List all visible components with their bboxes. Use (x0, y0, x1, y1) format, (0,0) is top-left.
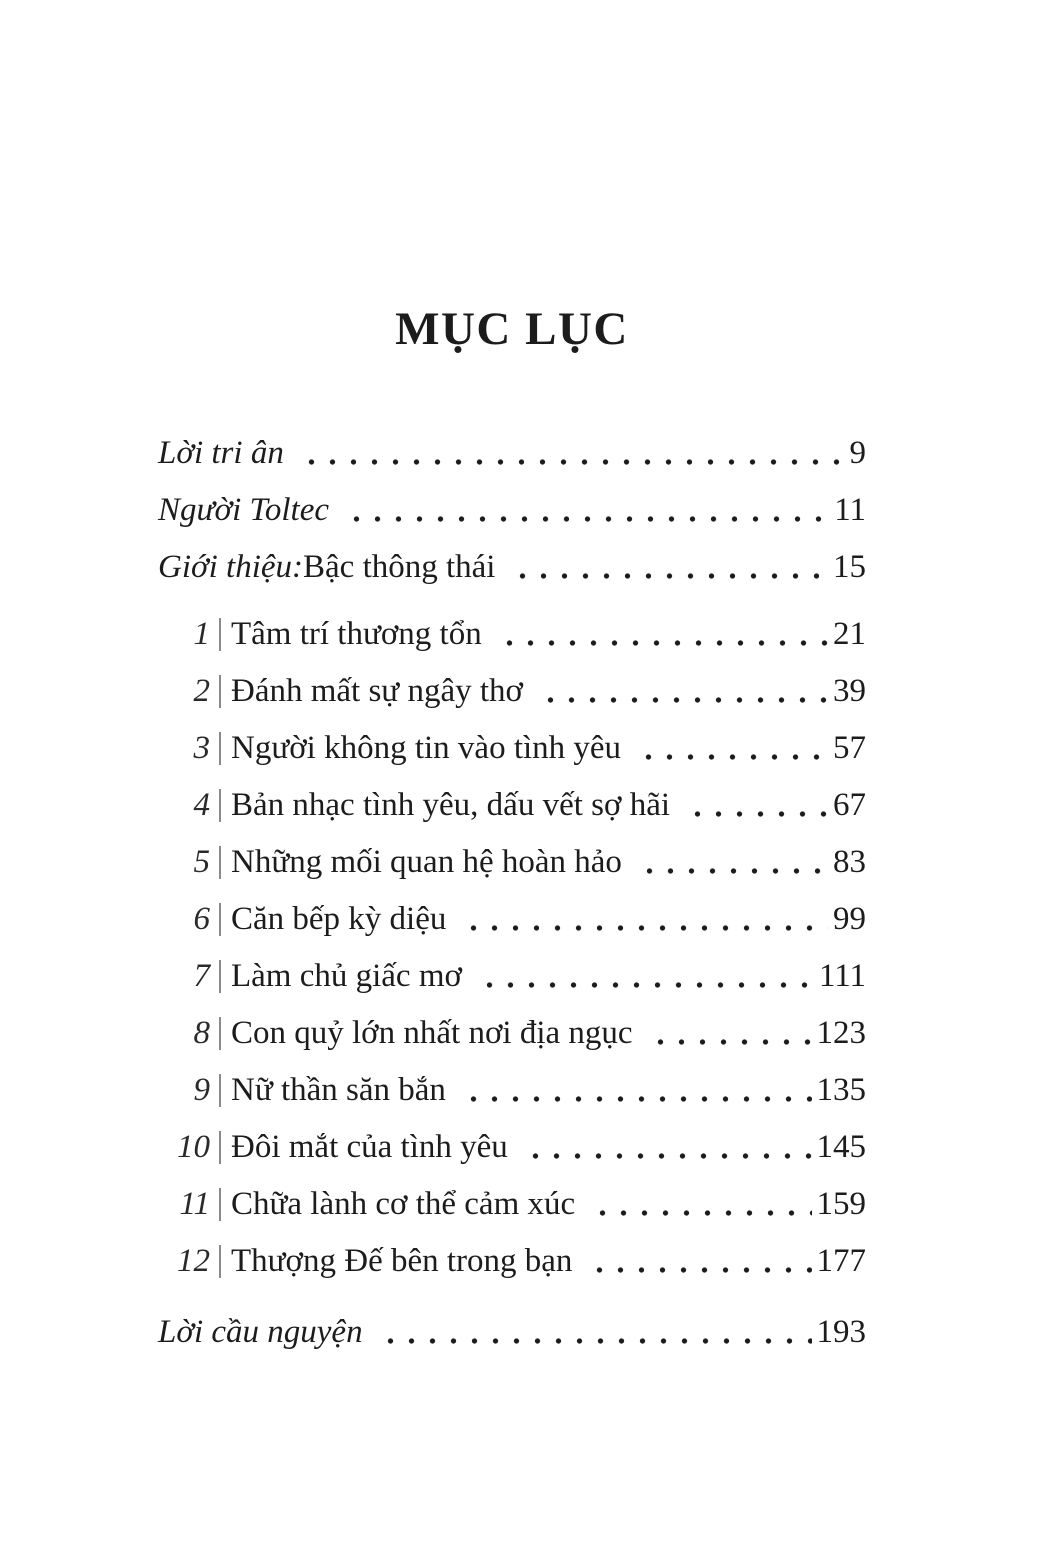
chapter-title: Chữa lành cơ thể cảm xúc (231, 1186, 576, 1222)
dot-leader (632, 720, 828, 777)
chapter-title: Nữ thần săn bắn (231, 1072, 446, 1108)
entry-label: Lời tri ân (158, 435, 284, 471)
divider-bar (219, 903, 221, 936)
chapter-title: Những mối quan hệ hoàn hảo (231, 844, 622, 880)
chapter-title: Làm chủ giấc mơ (231, 958, 462, 994)
divider-bar (219, 732, 221, 765)
page-number: 11 (834, 492, 866, 528)
dot-leader (644, 1005, 812, 1062)
page-number: 193 (816, 1314, 866, 1350)
toc-row (158, 1119, 866, 1176)
dot-leader (457, 891, 828, 948)
page-number: 15 (833, 549, 866, 585)
dot-leader (519, 1119, 812, 1176)
entry-label-suffix: Bậc thông thái (303, 549, 496, 585)
page-number: 111 (818, 958, 866, 994)
toc-row (158, 1062, 866, 1119)
chapter-title: Thượng Đế bên trong bạn (231, 1243, 573, 1279)
page-title: MỤC LỤC (395, 303, 629, 355)
divider-bar (219, 618, 221, 651)
page-number: 21 (833, 616, 866, 652)
chapter-title: Tâm trí thương tổn (231, 616, 482, 652)
chapter-title: Căn bếp kỳ diệu (231, 901, 447, 937)
toc-row (158, 1005, 866, 1062)
chapter-title: Người không tin vào tình yêu (231, 730, 622, 766)
chapter-number: 12 (177, 1243, 210, 1279)
page-number: 145 (816, 1129, 866, 1165)
toc-row (158, 539, 866, 596)
entry-label: Người Toltec (158, 492, 329, 528)
page-number: 9 (849, 435, 866, 471)
toc-row (158, 891, 866, 948)
entry-label: Giới thiệu: (158, 549, 304, 585)
divider-bar (219, 789, 221, 822)
chapter-title: Đôi mắt của tình yêu (231, 1129, 508, 1165)
divider-bar (219, 675, 221, 708)
dot-leader (457, 1062, 812, 1119)
table-of-contents (158, 425, 866, 1361)
toc-row (158, 720, 866, 777)
divider-bar (219, 1131, 221, 1164)
dot-leader (534, 663, 828, 720)
dot-leader (374, 1304, 812, 1361)
dot-leader (586, 1176, 811, 1233)
chapter-number: 10 (177, 1129, 210, 1165)
toc-row (158, 777, 866, 834)
chapter-title: Bản nhạc tình yêu, dấu vết sợ hãi (231, 787, 671, 823)
chapter-number: 3 (193, 730, 210, 766)
chapter-number: 6 (193, 901, 210, 937)
page-number: 159 (816, 1186, 866, 1222)
page-number: 39 (833, 673, 866, 709)
toc-row (158, 606, 866, 663)
chapter-number: 1 (193, 616, 210, 652)
toc-row (158, 1176, 866, 1233)
divider-bar (219, 846, 221, 879)
toc-row (158, 948, 866, 1005)
front-matter-list (158, 425, 866, 596)
chapter-title: Con quỷ lớn nhất nơi địa ngục (231, 1015, 633, 1051)
page-number: 83 (833, 844, 866, 880)
dot-leader (506, 539, 828, 596)
entry-label: Lời cầu nguyện (158, 1314, 363, 1350)
page-number: 67 (833, 787, 866, 823)
toc-row (158, 1304, 866, 1361)
chapter-list (158, 606, 866, 1290)
chapter-title: Đánh mất sự ngây thơ (231, 673, 523, 709)
divider-bar (219, 1017, 221, 1050)
dot-leader (633, 834, 828, 891)
toc-row (158, 425, 866, 482)
page-number: 99 (833, 901, 866, 937)
chapter-number: 2 (193, 673, 210, 709)
toc-row (158, 834, 866, 891)
chapter-number: 11 (179, 1186, 210, 1222)
page-number: 123 (816, 1015, 866, 1051)
toc-row (158, 482, 866, 539)
chapter-number: 4 (193, 787, 210, 823)
dot-leader (340, 482, 829, 539)
chapter-number: 9 (193, 1072, 210, 1108)
divider-bar (219, 960, 221, 993)
dot-leader (295, 425, 845, 482)
dot-leader (493, 606, 828, 663)
chapter-number: 7 (193, 958, 210, 994)
toc-row (158, 663, 866, 720)
divider-bar (219, 1188, 221, 1221)
chapter-number: 8 (193, 1015, 210, 1051)
dot-leader (473, 948, 814, 1005)
toc-row (158, 1233, 866, 1290)
chapter-number: 5 (193, 844, 210, 880)
divider-bar (219, 1245, 221, 1278)
dot-leader (583, 1233, 811, 1290)
page-number: 135 (816, 1072, 866, 1108)
divider-bar (219, 1074, 221, 1107)
page-number: 57 (833, 730, 866, 766)
page-number: 177 (816, 1243, 866, 1279)
closing-list (158, 1304, 866, 1361)
dot-leader (681, 777, 828, 834)
